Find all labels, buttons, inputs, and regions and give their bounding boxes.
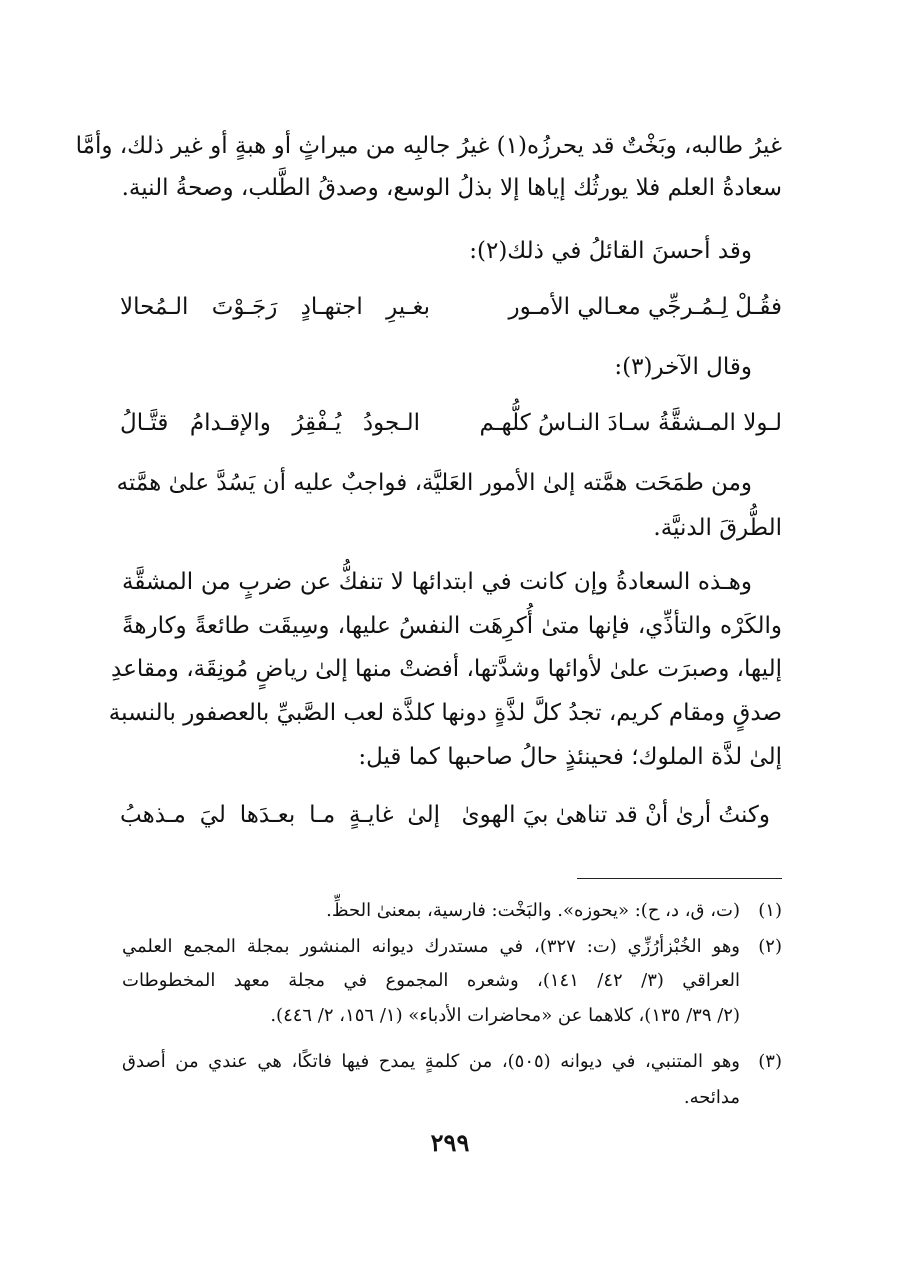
body-line: غيرُ طالبه، وبَخْتٌ قد يحرزُه(١) غيرُ جالبِه من ميراثٍ أو هبةٍ أو غير ذلك، وأمَّا xyxy=(75,133,782,159)
verse-intro: وقد أحسنَ القائلُ في ذلك(٢): xyxy=(469,238,752,264)
footnote-number: (٣) xyxy=(758,1051,782,1072)
hemistich-second: بغـيرِ اجتهـادٍ رَجَـوْتَ الـمُحالا xyxy=(120,294,430,320)
footnote-line: مدائحه. xyxy=(683,1087,740,1108)
hemistich-first: وكنتُ أرىٰ أنْ قد تناهىٰ بيَ الهوىٰ xyxy=(461,802,770,828)
body-line: إلىٰ لذَّة الملوك؛ فحينئذٍ حالُ صاحبها كما قيل: xyxy=(358,744,782,770)
footnote-line: العراقي (٣/ ٤٢/ ١٤١)، وشعره المجموع في مجلة معهد المخطوطات xyxy=(122,970,740,991)
hemistich-first: فقُـلْ لِـمُـرجِّي معـالي الأمـور xyxy=(508,294,782,320)
footnote-number: (٢) xyxy=(758,936,782,957)
verse-intro: وقال الآخر(٣): xyxy=(614,354,752,380)
body-line: وهـذه السعادةُ وإن كانت في ابتدائها لا تنفكُّ عن ضربٍ من المشقَّة xyxy=(122,569,752,595)
page-number: ٢٩٩ xyxy=(430,1128,470,1157)
body-line: والكَرْه والتأذِّي، فإنها متىٰ أُكرِهَت النفسُ عليها، وسِيقَت طائعةً وكارهةً xyxy=(122,613,782,639)
footnote-line: (٢/ ٣٩/ ١٣٥)، كلاهما عن «محاضرات الأدباء» (١/ ١٥٦، ٢/ ٤٤٦). xyxy=(270,1005,740,1026)
hemistich-first: لـولا المـشقَّةُ سـادَ النـاسُ كلُّهـم xyxy=(479,410,782,436)
hemistich-second: إلىٰ غايـةٍ مـا بعـدَها ليَ مـذهبُ xyxy=(120,802,440,828)
footnote-number: (١) xyxy=(758,900,782,921)
body-line: صدقٍ ومقام كريم، تجدُ كلَّ لذَّةٍ دونها كلذَّة لعب الصَّبيِّ بالعصفور بالنسبة xyxy=(108,700,782,726)
body-line: إليها، وصبرَت علىٰ لأوائها وشدَّتها، أفضتْ منها إلىٰ رياضٍ مُونِقَة، ومقاعدِ xyxy=(111,656,782,682)
footnote-line: وهو الخُبْزأرُزِّي (ت: ٣٢٧)، في مستدرك ديوانه المنشور بمجلة المجمع العلمي xyxy=(122,936,740,957)
body-line: الطُّرقَ الدنيَّة. xyxy=(653,515,782,541)
body-line: سعادةُ العلم فلا يورثُك إياها إلا بذلُ الوسع، وصدقُ الطَّلب، وصحةُ النية. xyxy=(121,175,782,201)
footnote-separator xyxy=(577,878,782,879)
footnote-line: وهو المتنبي، في ديوانه (٥٠٥)، من كلمةٍ يمدح فيها فاتكًا، هي عندي من أصدق xyxy=(122,1051,740,1072)
hemistich-second: الـجودُ يُـفْقِرُ والإقـدامُ قتَّـالُ xyxy=(120,410,420,436)
footnote-line: (ت، ق، د، ح): «يحوزه». والبَخْت: فارسية، بمعنىٰ الحظِّ. xyxy=(326,900,740,921)
body-line: ومن طمَحَت همَّته إلىٰ الأمور العَليَّة، فواجبٌ عليه أن يَسُدَّ علىٰ همَّته xyxy=(116,470,752,496)
